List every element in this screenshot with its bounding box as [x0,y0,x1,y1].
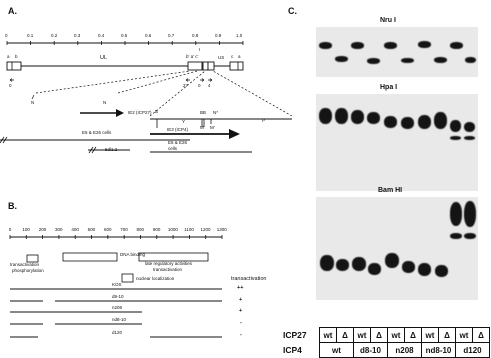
nuclear-localization-label: nuclear localization [136,276,175,281]
scale-label-10: 1.0 [236,33,243,38]
icp4-cell: d8-10 [354,343,388,358]
scale-label-3: 0.3 [74,33,81,38]
map-number-0: 0 [9,83,12,88]
construct-activity-d120: - [240,332,242,338]
b-axis-tick-label: 600 [103,227,112,232]
gel-title-hpa: Hpa I [380,84,398,91]
icp27-cell: Δ [405,328,422,343]
icp27-cell: wt [388,328,405,343]
band [367,58,380,64]
ie2-label: IE2 (ICP27) [128,110,152,115]
band [418,41,431,48]
genotype-table [283,327,490,358]
transactivation-domain-box [27,255,38,262]
band [464,136,475,140]
band [319,42,332,49]
b-axis-tick-label: 1200 [200,227,211,232]
c-prime-box [208,62,214,70]
icp27-cell: wt [456,328,473,343]
band [402,261,415,273]
band [465,57,476,63]
site-n-star: N* [213,110,219,115]
icp27-cell: wt [422,328,439,343]
panel-c-letter: C. [288,6,297,16]
band [319,108,332,124]
icp4-row [283,343,490,358]
region-a-right: a [238,54,241,59]
transactivation-left-label: transactivation [10,262,40,267]
scale-label-0: 0 [5,33,8,38]
b-prime-box [188,62,202,70]
band [351,110,364,124]
site-p: P [262,118,266,123]
e5-e26-right-text: E5 & E26 cells [168,140,188,151]
b-axis-tick-label: 900 [152,227,161,232]
sdl-label: 5dl1.2 [105,147,118,152]
panel-a-genome-map [0,0,300,170]
map-number-4: 4 [208,83,211,88]
transactivation-top-label: transactivation [153,267,183,272]
site-m-star: M' [210,125,215,130]
dna-binding-label: DNA binding [120,252,146,257]
scale-label-7: 0.7 [168,33,175,38]
icp27-cell: Δ [439,328,456,343]
band [464,122,475,132]
band [335,108,348,124]
gel-nru [316,27,478,77]
site-m: M [200,125,204,130]
region-b-left: b [15,54,18,59]
b-axis-tick-label: 200 [38,227,47,232]
band [418,263,431,276]
gel-bam [316,197,478,300]
ie3-label: IE3 (ICP4) [167,127,189,132]
activity-header: transactivation [231,276,267,282]
band [434,112,447,129]
map-number-27: 27 [183,83,189,88]
band [385,253,399,268]
icp4-cell: n208 [388,343,422,358]
band [336,259,349,271]
band [352,257,366,271]
icp27-cell: wt [320,328,337,343]
construct-activity-n208: + [239,308,243,314]
b-axis-tick-label: 500 [87,227,96,232]
late-regulatory-box [139,253,208,261]
scale-label-6: 0.6 [145,33,152,38]
icp4-cell: wt [320,343,354,358]
panel-a-letter: A. [8,6,17,16]
e5-e26-left-label: E5 & E26 cells [82,130,112,135]
band [464,233,476,239]
b-axis-tick-label: 400 [71,227,79,232]
site-y: Y [182,119,186,124]
scale-label-2: 0.2 [51,33,58,38]
construct-activity-kos: ++ [237,285,244,291]
band [368,263,381,275]
b-axis-tick-label: 100 [22,227,30,232]
icp4-label: ICP4 [283,345,302,355]
band [450,233,462,239]
b-axis-tick-label: 300 [55,227,63,232]
scale-label-4: 0.4 [98,33,105,38]
b-axis-tick-label: 1000 [167,227,178,232]
band [367,112,380,124]
band [418,115,431,129]
band [384,116,397,128]
panel-b-letter: B. [8,201,17,211]
scale-label-5: 0.5 [121,33,128,38]
map-number-0b: 0 [198,83,201,88]
dna-binding-box [63,253,117,261]
b-axis-tick-label: 700 [120,227,128,232]
construct-name-d8-10: d8-10 [112,294,124,299]
region-i-mark: I [199,47,201,52]
b-axis-tick-label: 1100 [184,227,194,232]
icp27-cell: Δ [337,328,354,343]
scale-label-9: 0.9 [215,33,222,38]
n-site-2: N [103,100,107,105]
band [450,42,463,49]
phosphorylation-label: phosphorylation [12,268,44,273]
band [450,136,461,140]
band [450,202,462,226]
band [351,42,364,49]
site-bb: BB [200,110,207,115]
band [320,255,334,271]
icp27-cell: Δ [371,328,388,343]
icp27-cell: Δ [473,328,490,343]
icp27-row [283,328,490,343]
construct-activity-nd8-10: - [240,320,242,326]
nuclear-localization-box [122,274,133,282]
construct-activity-d8-10: + [239,297,243,303]
icp27-label: ICP27 [283,330,307,340]
region-ul: UL [100,55,108,61]
a-prime-box [203,62,208,70]
construct-name-kos: KOS [112,282,122,287]
band [434,57,447,63]
band [384,42,397,49]
scale-label-1: 0.1 [27,33,34,38]
n-site-1: N [31,100,35,105]
late-regulatory-label: late regulatory activities [145,261,193,266]
ab-left-box [7,62,21,70]
band [450,120,461,132]
region-c-right: c [231,54,234,59]
e5-e26-right-label [168,140,187,152]
band [335,56,348,62]
band [401,58,414,63]
icp4-cell: d120 [456,343,490,358]
icp4-cell: nd8-10 [422,343,456,358]
scale-label-8: 0.8 [192,33,199,38]
region-us: US [218,55,225,60]
b-axis-tick-label: 1300 [216,227,227,232]
gel-title-nru: Nru I [380,17,396,24]
band [435,265,448,277]
construct-name-n208: n208 [112,305,123,310]
construct-name-nd8-10: nd8-10 [112,317,127,322]
gel-hpa [316,94,478,191]
construct-name-d120: d120 [112,330,123,335]
b-axis-tick-label: 0 [8,227,12,232]
site-b: B [155,109,159,114]
region-a-left: a [7,54,10,59]
band [464,201,476,227]
region-b-prime: b' a' c' [186,54,199,59]
gel-title-bam: Bam HI [378,187,403,194]
icp27-cell: wt [354,328,371,343]
ca-right-box [230,62,243,70]
b-axis-tick-label: 800 [136,227,145,232]
band [401,117,414,129]
